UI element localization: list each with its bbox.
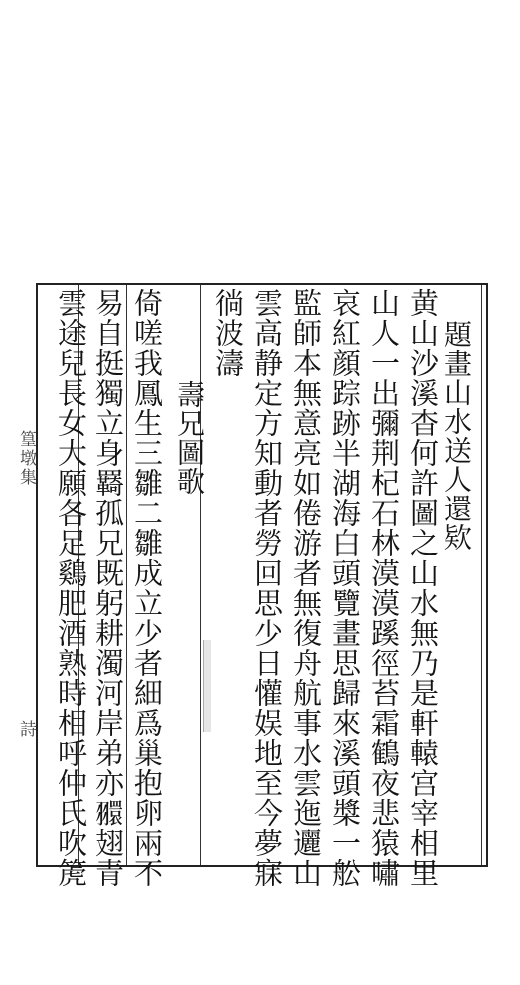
text-column: 雲途兒長女大願各足鷄肥酒熟時相呼仲氏吹箎	[54, 288, 88, 888]
column-rule	[481, 285, 482, 865]
column-rule	[126, 285, 127, 865]
poem-title-1: 題畫山水送人還欵	[440, 320, 473, 552]
text-column: 徜波濤	[211, 288, 245, 378]
margin-book-title: 篁墩集	[16, 430, 36, 487]
margin-page-mark: 詩	[16, 720, 36, 739]
text-column: 倚嗟我鳳生三雛二雛成立少者細爲巢抱卵兩不	[130, 288, 164, 888]
text-column: 易自挺獨立身羇孤兄既躬耕濁河岸弟亦𦒠翅青	[91, 288, 125, 888]
poem-title-2: 壽兄圖歌	[173, 380, 206, 496]
text-column: 監師本無意亮如倦游者無復舟航事水雲迤邐山	[289, 288, 323, 888]
text-column: 黄山沙溪杳何許圖之山水無乃是軒轅宫宰相里	[406, 288, 440, 888]
text-column: 雲高静定方知動者勞回思少日懽娱地至今夢寐	[250, 288, 284, 888]
text-column: 山人一出彌荆杞石林漠漠蹊徑苔霜鶴夜悲猿嘯	[367, 288, 401, 888]
text-column: 哀紅顔踪跡半湖海白頭覽畫思歸來溪頭槳一舩	[328, 288, 362, 888]
column-rule	[200, 285, 201, 865]
fold-bar	[203, 640, 211, 732]
